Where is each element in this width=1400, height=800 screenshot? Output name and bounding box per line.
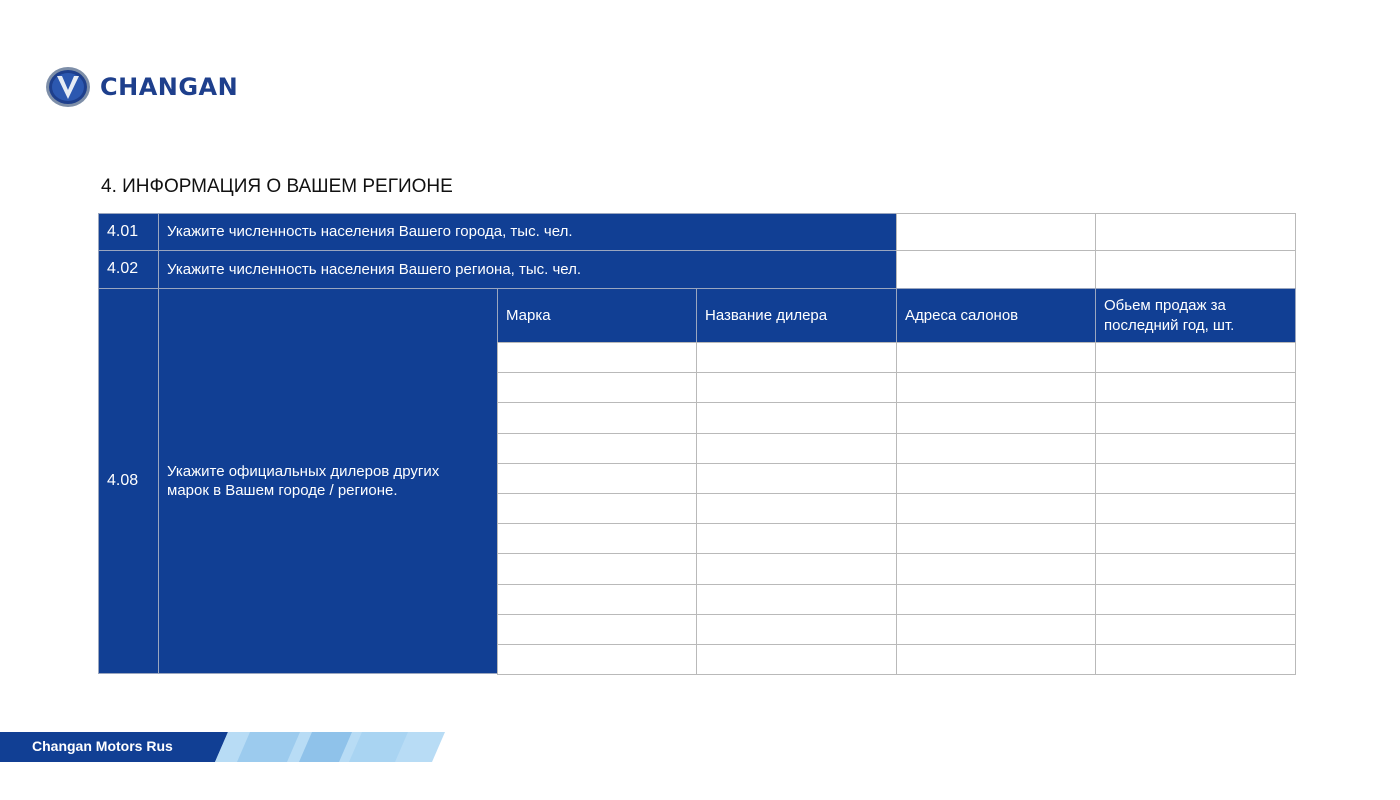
dealer-entry-cell[interactable] [896,553,1096,585]
dealer-entry-cell[interactable] [1095,463,1296,494]
dealer-entry-cell[interactable] [896,644,1096,675]
logo-wordmark: CHANGAN [100,73,239,101]
dealer-entry-cell[interactable] [497,493,697,524]
dealer-entry-cell[interactable] [1095,644,1296,675]
dealer-entry-cell[interactable] [1095,523,1296,554]
answer-cell[interactable] [896,213,1096,251]
dealer-entry-cell[interactable] [696,644,897,675]
dealer-entry-cell[interactable] [696,402,897,434]
answer-cell[interactable] [1095,213,1296,251]
dealer-entry-cell[interactable] [1095,433,1296,464]
dealer-entry-cell[interactable] [1095,553,1296,585]
dealer-entry-cell[interactable] [497,433,697,464]
dealer-entry-cell[interactable] [696,493,897,524]
dealer-entry-cell[interactable] [1095,342,1296,373]
dealer-entry-cell[interactable] [896,342,1096,373]
dealer-entry-cell[interactable] [497,584,697,615]
dealer-entry-cell[interactable] [896,433,1096,464]
dealer-entry-cell[interactable] [896,372,1096,403]
section-title: 4. ИНФОРМАЦИЯ О ВАШЕМ РЕГИОНЕ [101,176,453,197]
dealer-entry-cell[interactable] [696,372,897,403]
row-number: 4.08 [98,288,159,674]
dealer-entry-cell[interactable] [696,523,897,554]
dealer-entry-cell[interactable] [696,463,897,494]
changan-logo [44,64,238,110]
row-number: 4.01 [98,213,159,251]
dealer-entry-cell[interactable] [696,342,897,373]
dealer-entry-cell[interactable] [497,644,697,675]
dealer-entry-cell[interactable] [497,463,697,494]
answer-cell[interactable] [896,250,1096,289]
dealer-entry-cell[interactable] [1095,493,1296,524]
dealer-entry-cell[interactable] [497,402,697,434]
dealer-entry-cell[interactable] [896,463,1096,494]
dealer-entry-cell[interactable] [896,493,1096,524]
dealer-entry-cell[interactable] [696,553,897,585]
dealer-entry-cell[interactable] [1095,614,1296,645]
column-header-sales-volume: Обьем продаж за последний год, шт. [1095,288,1296,343]
dealer-entry-cell[interactable] [497,553,697,585]
dealer-entry-cell[interactable] [696,433,897,464]
row-question: Укажите официальных дилеров других марок в Вашем городе / регионе. [158,288,498,674]
column-header-brand: Марка [497,288,697,343]
dealer-entry-cell[interactable] [497,342,697,373]
dealer-entry-cell[interactable] [896,584,1096,615]
changan-emblem-icon [44,65,92,109]
dealer-entry-cell[interactable] [896,523,1096,554]
dealer-entry-cell[interactable] [896,614,1096,645]
column-header-dealer-name: Название дилера [696,288,897,343]
dealer-entry-cell[interactable] [696,584,897,615]
dealer-entry-cell[interactable] [696,614,897,645]
dealer-entry-cell[interactable] [1095,584,1296,615]
row-question: Укажите численность населения Вашего города, тыс. чел. [158,213,897,251]
dealer-entry-cell[interactable] [497,372,697,403]
answer-cell[interactable] [1095,250,1296,289]
dealer-entry-cell[interactable] [497,614,697,645]
dealer-entry-cell[interactable] [497,523,697,554]
row-number: 4.02 [98,250,159,289]
region-info-table [98,213,1296,674]
dealer-entry-cell[interactable] [1095,372,1296,403]
row-question: Укажите численность населения Вашего региона, тыс. чел. [158,250,897,289]
footer-company-name: Changan Motors Rus [32,738,173,754]
dealer-entry-cell[interactable] [1095,402,1296,434]
dealer-entry-cell[interactable] [896,402,1096,434]
column-header-addresses: Адреса салонов [896,288,1096,343]
